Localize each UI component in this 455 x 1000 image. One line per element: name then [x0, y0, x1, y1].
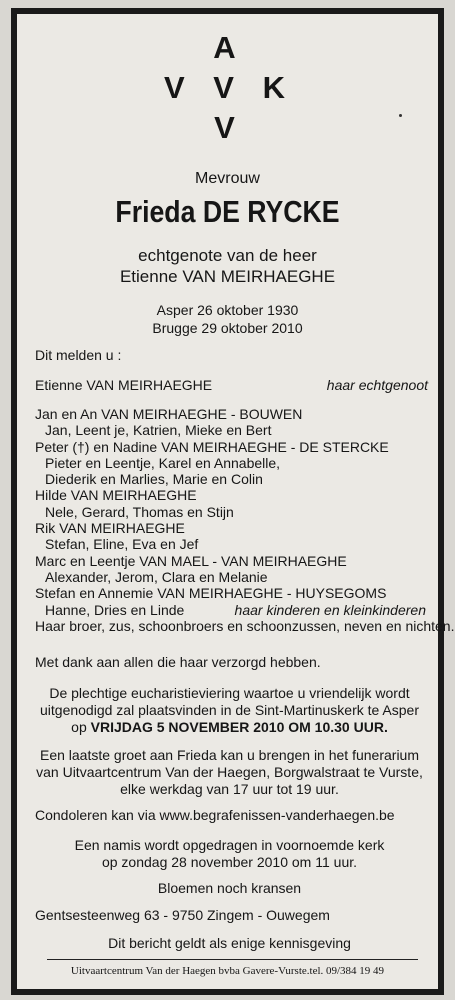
family-line: Pieter en Leentje, Karel en Annabelle, — [45, 454, 281, 471]
title-mevrouw: Mevrouw — [195, 170, 260, 187]
avvk-row-middle: V V K — [164, 70, 291, 105]
family-line: Jan en An VAN MEIRHAEGHE - BOUWEN — [35, 406, 303, 422]
spouse-line-2: Etienne VAN MEIRHAEGHE — [119, 267, 336, 286]
mass-line-3 — [35, 719, 424, 736]
children-role: haar kinderen en kleinkinderen — [234, 601, 426, 618]
family-line: Nele, Gerard, Thomas en Stijn — [45, 503, 234, 520]
family-line: Stefan, Eline, Eva en Jef — [45, 536, 199, 553]
mass-line-3-prefix: op — [71, 719, 91, 735]
visit-paragraph — [35, 747, 424, 798]
death-date: Brugge 29 oktober 2010 — [152, 320, 303, 336]
birth-date: Asper 26 oktober 1930 — [156, 302, 299, 318]
visit-line-3: elke werkdag van 17 uur tot 19 uur. — [120, 781, 339, 797]
namis-line-1: Een namis wordt opgedragen in voornoemde kerk — [74, 837, 385, 853]
family-line-text: Hanne, Dries en Linde — [45, 601, 185, 618]
avvk-row-bottom: V — [214, 110, 241, 145]
avvk-row-top: A — [213, 30, 242, 65]
print-speck — [399, 114, 402, 117]
mass-paragraph — [35, 685, 424, 736]
siblings-line: Haar broer, zus, schoonbroers en schoonzussen, neven en nichten. — [35, 617, 455, 634]
visit-line-2: van Uitvaartcentrum Van der Haegen, Borgwalstraat te Vurste, — [36, 764, 423, 780]
address-line: Gentsesteenweg 63 - 9750 Zingem - Ouwegem — [35, 907, 330, 923]
visit-line-1: Een laatste groet aan Frieda kan u brengen in het funerarium — [39, 747, 420, 763]
obituary-frame — [11, 8, 455, 995]
family-line: Diederik en Marlies, Marie en Colin — [45, 471, 263, 488]
family-line-last — [35, 602, 428, 618]
dates-block — [17, 301, 438, 337]
family-line: Rik VAN MEIRHAEGHE — [35, 520, 185, 537]
mass-datetime: VRIJDAG 5 NOVEMBER 2010 OM 10.30 UUR. — [90, 719, 388, 735]
thanks-line: Met dank aan allen die haar verzorgd hebben. — [35, 654, 321, 670]
flowers-line: Bloemen noch kransen — [157, 880, 302, 896]
footer-divider — [47, 959, 418, 960]
footer-text: Uitvaartcentrum Van der Haegen bvba Gavere-Vurste.tel. 09/384 19 49 — [70, 965, 385, 977]
mass-line-1: De plechtige eucharistieviering waartoe u vriendelijk wordt — [49, 685, 410, 701]
spouse-block — [17, 245, 438, 287]
family-line: Jan, Leent je, Katrien, Mieke en Bert — [45, 422, 272, 439]
avvk-emblem — [17, 28, 438, 148]
mass-line-2: uitgenodigd zal plaatsvinden in de Sint-Martinuskerk te Asper — [40, 702, 419, 718]
namis-paragraph — [35, 837, 424, 871]
deceased-name: Frieda DE RYCKE — [115, 194, 340, 229]
intro-text: Dit melden u : — [35, 347, 122, 363]
family-line: Stefan en Annemie VAN MEIRHAEGHE - HUYSEGOMS — [35, 585, 387, 602]
husband-role: haar echtgenoot — [326, 377, 428, 393]
notice-line: Dit bericht geldt als enige kennisgeving — [108, 935, 351, 951]
husband-line — [35, 377, 428, 393]
family-line: Peter (†) en Nadine VAN MEIRHAEGHE - DE STERCKE — [35, 438, 389, 455]
spouse-line-1: echtgenote van de heer — [138, 246, 317, 265]
family-line: Alexander, Jerom, Clara en Melanie — [45, 568, 268, 585]
husband-name: Etienne VAN MEIRHAEGHE — [35, 377, 213, 393]
family-list — [35, 406, 455, 634]
namis-line-2: op zondag 28 november 2010 om 11 uur. — [101, 854, 358, 870]
family-line: Marc en Leentje VAN MAEL - VAN MEIRHAEGHE — [35, 552, 347, 569]
family-line: Hilde VAN MEIRHAEGHE — [35, 487, 197, 504]
condolences-line: Condoleren kan via www.begrafenissen-vanderhaegen.be — [35, 807, 395, 823]
